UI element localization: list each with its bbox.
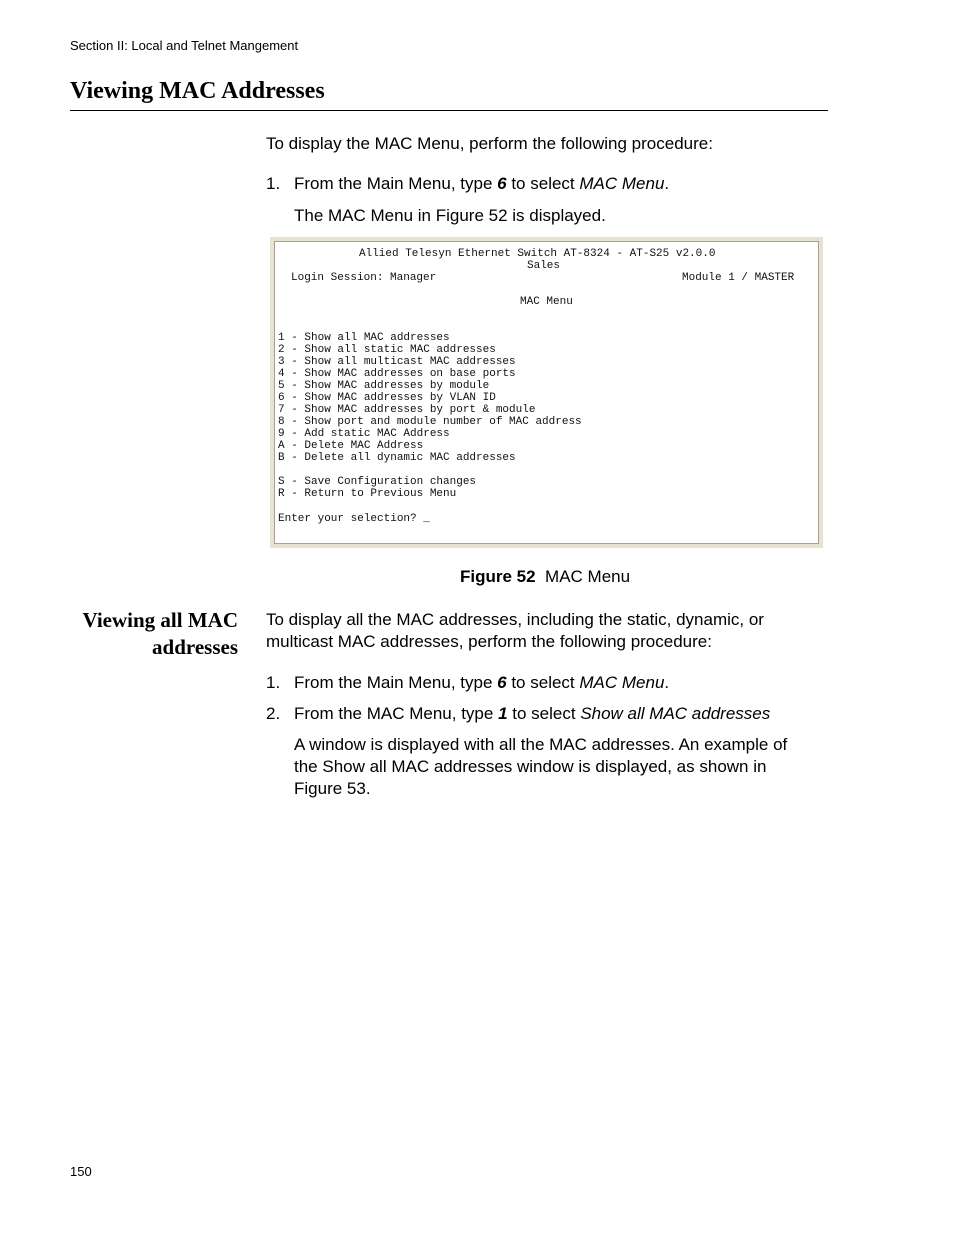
terminal-window xyxy=(274,241,819,544)
step-key: 6 xyxy=(497,174,507,193)
terminal-option: 3 - Show all multicast MAC addresses xyxy=(278,356,516,368)
terminal-module: Module 1 / MASTER xyxy=(682,272,795,284)
step-key: 6 xyxy=(497,673,507,692)
step-key: 1 xyxy=(498,704,508,723)
terminal-menu-title: MAC Menu xyxy=(520,296,573,308)
subsection-title: Viewing all MAC addresses xyxy=(82,608,238,659)
terminal-option: R - Return to Previous Menu xyxy=(278,488,457,500)
terminal-subtitle: Sales xyxy=(527,260,561,272)
step-target: Show all MAC addresses xyxy=(580,704,771,723)
terminal-option: 6 - Show MAC addresses by VLAN ID xyxy=(278,392,496,404)
terminal-option: 5 - Show MAC addresses by module xyxy=(278,380,490,392)
terminal-option: B - Delete all dynamic MAC addresses xyxy=(278,452,516,464)
step-number: 2. xyxy=(266,704,281,723)
terminal-option: 9 - Add static MAC Address xyxy=(278,428,450,440)
title-rule xyxy=(70,110,828,111)
terminal-option: 7 - Show MAC addresses by port & module xyxy=(278,404,536,416)
step-text: From the Main Menu, type 6 to select MAC Menu. xyxy=(294,673,670,692)
terminal-option: 8 - Show port and module number of MAC address xyxy=(278,416,582,428)
step-target: MAC Menu xyxy=(579,174,665,193)
running-header: Section II: Local and Telnet Mangement xyxy=(70,38,299,53)
step-number: 1. xyxy=(266,673,281,692)
terminal-prompt: Enter your selection? _ xyxy=(278,513,430,525)
step-text: From the Main Menu, type 6 to select MAC Menu. xyxy=(294,174,670,193)
terminal-option: 1 - Show all MAC addresses xyxy=(278,332,450,344)
intro-paragraph: To display the MAC Menu, perform the following procedure: xyxy=(266,134,713,153)
step-target: MAC Menu xyxy=(579,673,665,692)
terminal-screenshot xyxy=(270,237,823,548)
subsection-intro: To display all the MAC addresses, including the static, dynamic, or multicast MAC addresses, perform the following procedure: xyxy=(266,610,764,651)
subsection-result: A window is displayed with all the MAC addresses. An example of the Show all MAC addresses window is displayed, as shown in Figure 53. xyxy=(294,735,788,798)
terminal-option: A - Delete MAC Address xyxy=(278,440,424,452)
terminal-session: Login Session: Manager xyxy=(291,272,437,284)
page-number: 150 xyxy=(70,1164,92,1179)
terminal-option: 4 - Show MAC addresses on base ports xyxy=(278,368,516,380)
terminal-option: S - Save Configuration changes xyxy=(278,476,477,488)
terminal-option: 2 - Show all static MAC addresses xyxy=(278,344,496,356)
step-text: From the MAC Menu, type 1 to select Show all MAC addresses xyxy=(294,704,771,723)
terminal-title: Allied Telesyn Ethernet Switch AT-8324 - AT-S25 v2.0.0 xyxy=(359,248,716,260)
page-title: Viewing MAC Addresses xyxy=(70,78,325,104)
figure-caption: Figure 52 MAC Menu xyxy=(460,567,631,586)
step-result: The MAC Menu in Figure 52 is displayed. xyxy=(294,206,606,225)
step-number: 1. xyxy=(266,174,281,193)
